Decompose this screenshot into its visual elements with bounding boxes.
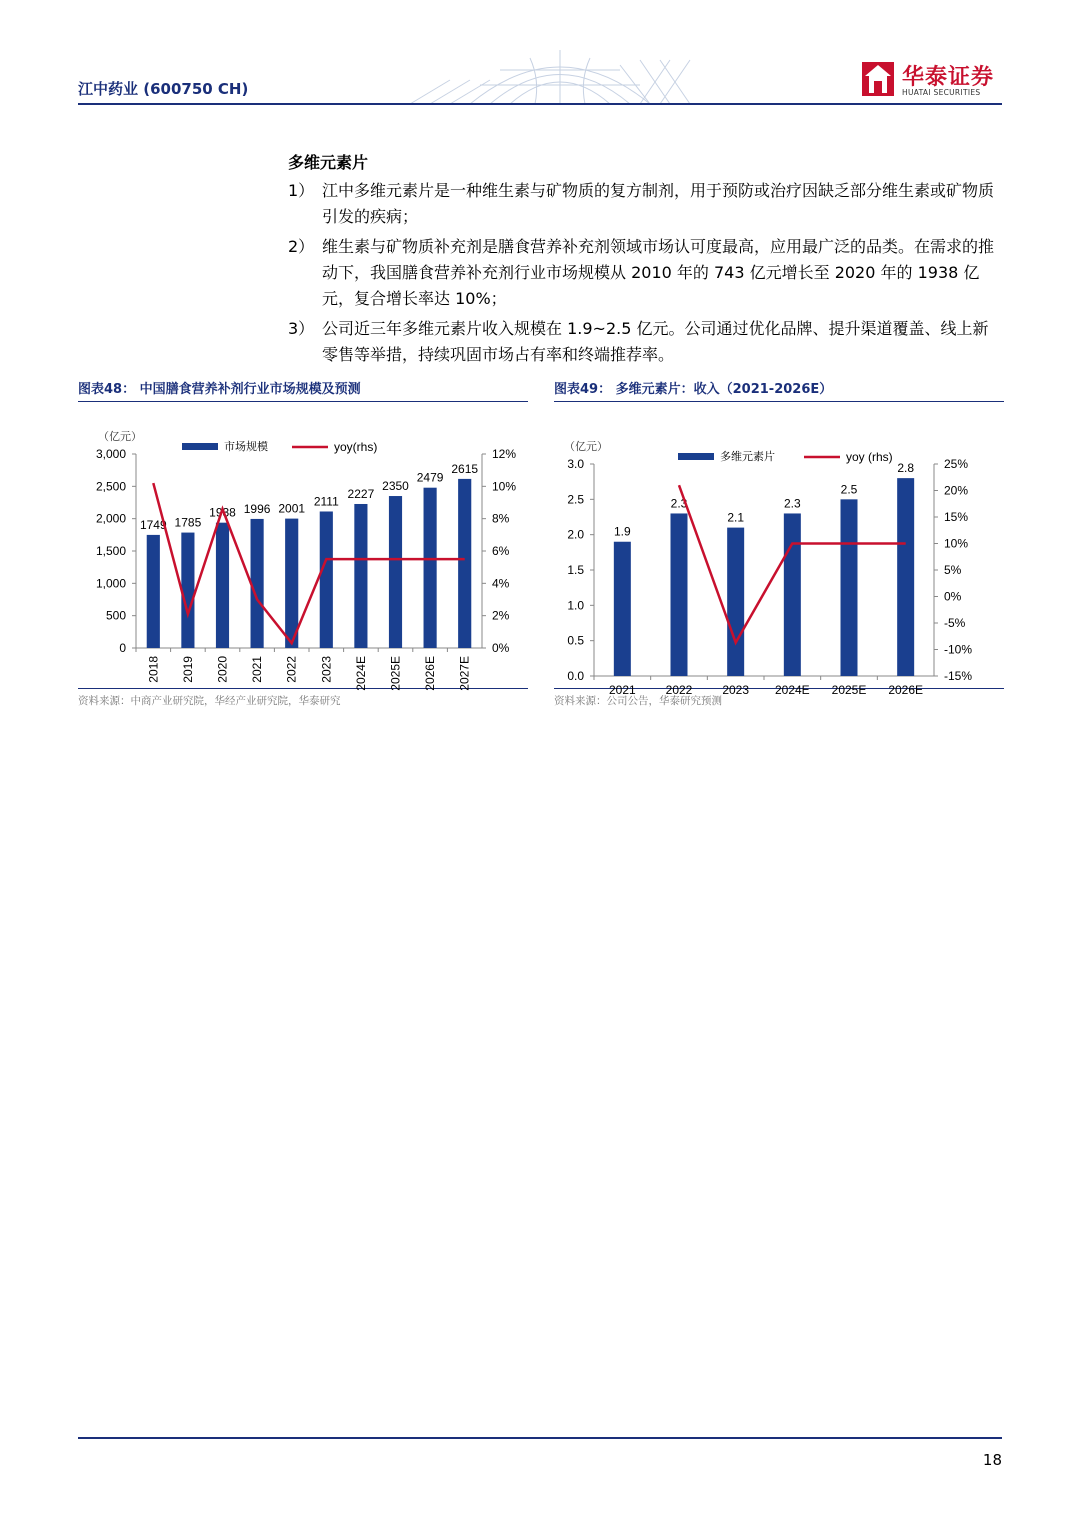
legend-line-label: yoy (rhs): [846, 450, 893, 464]
y2-tick-label: 10%: [944, 536, 969, 551]
item-text: 维生素与矿物质补充剂是膳食营养补充剂领域市场认可度最高，应用最广泛的品类。在需求的推动下，我国膳食营养补充剂行业市场规模从 2010 年的 743 亿元增长至 2020 年的 1938 亿元，复合增长率达 10%；: [322, 237, 995, 308]
y2-tick-label: 15%: [944, 510, 969, 524]
bar: [285, 519, 298, 648]
legend-bar-swatch: [182, 443, 218, 450]
list-item: [288, 234, 1004, 312]
legend-bar-label: 多维元素片: [720, 450, 775, 463]
x-tick-label: 2025E: [388, 656, 403, 691]
x-tick-label: 2018: [146, 656, 161, 683]
bar: [841, 499, 858, 676]
y2-tick-label: 25%: [944, 457, 969, 471]
item-number: 1）: [288, 181, 315, 200]
header-rule: [78, 103, 1002, 105]
bar: [389, 496, 402, 648]
figure-49-chart: [554, 402, 1004, 697]
bar-data-label: 1749: [139, 517, 167, 532]
chart-48-svg: [78, 402, 528, 691]
y2-tick-label: 8%: [492, 511, 510, 526]
bar-data-label: 2111: [313, 494, 339, 509]
bar-data-label: 1996: [243, 501, 271, 516]
y2-tick-label: 10%: [492, 479, 517, 494]
x-tick-label: 2024E: [774, 683, 810, 697]
y-tick-label: 2.5: [567, 492, 584, 507]
y-tick-label: 0: [119, 641, 126, 655]
x-tick-label: 2026E: [423, 656, 438, 691]
y2-tick-label: -5%: [944, 616, 966, 630]
figure-49-source: 资料来源：公司公告，华泰研究预测: [554, 688, 1004, 708]
y-tick-label: 1.5: [567, 563, 584, 577]
figure-48-source: 资料来源：中商产业研究院，华经产业研究院，华泰研究: [78, 688, 528, 708]
bar-data-label: 2479: [416, 470, 444, 485]
x-tick-label: 2023: [319, 656, 334, 683]
page-number: 18: [982, 1451, 1002, 1469]
x-tick-label: 2025E: [831, 683, 867, 697]
chart-49-svg: [554, 402, 1004, 697]
y-tick-label: 3.0: [567, 457, 584, 471]
bar-data-label: 1938: [209, 505, 236, 520]
unit-label: （亿元）: [98, 430, 142, 443]
footer-rule: [78, 1437, 1002, 1439]
x-tick-label: 2026E: [888, 683, 924, 697]
bar: [727, 528, 744, 676]
section-title: 多维元素片: [288, 153, 369, 172]
bar: [320, 511, 333, 648]
bar: [424, 488, 437, 648]
y-tick-label: 1,500: [95, 544, 126, 558]
x-tick-label: 2023: [722, 683, 750, 697]
x-tick-label: 2021: [608, 683, 636, 697]
y-tick-label: 3,000: [95, 447, 126, 461]
bar: [671, 513, 688, 676]
bar: [614, 542, 631, 676]
figure-48-title: 图表48： 中国膳食营养补剂行业市场规模及预测: [78, 378, 528, 402]
bar-data-label: 2.1: [727, 510, 745, 525]
bar-data-label: 2.3: [670, 496, 688, 511]
x-tick-label: 2022: [665, 683, 693, 697]
y2-tick-label: 0%: [492, 641, 510, 655]
y2-tick-label: 20%: [944, 483, 969, 498]
figure-48-chart: [78, 402, 528, 691]
globe-graphic: [410, 40, 710, 104]
x-tick-label: 2027E: [457, 656, 472, 691]
bar-data-label: 2227: [347, 486, 375, 501]
logo-text-cn: 华泰证券: [902, 65, 995, 90]
figure-49: [554, 378, 1004, 708]
bar: [897, 478, 914, 676]
x-tick-label: 2020: [215, 656, 230, 683]
legend-bar-swatch: [678, 453, 714, 460]
bar: [147, 535, 160, 648]
x-tick-label: 2022: [284, 656, 299, 683]
header-company: 江中药业 (600750 CH): [78, 80, 249, 98]
x-tick-label: 2021: [250, 656, 265, 683]
x-tick-label: 2024E: [353, 656, 368, 691]
bar: [251, 519, 264, 648]
item-number: 2）: [288, 237, 315, 256]
list-item: [288, 316, 1004, 368]
logo-text-en: HUATAI SECURITIES: [902, 88, 981, 97]
y-tick-label: 2,000: [95, 511, 126, 526]
y-tick-label: 500: [105, 608, 126, 623]
y-tick-label: 2,500: [95, 479, 126, 494]
bar: [458, 479, 471, 648]
y2-tick-label: 12%: [492, 447, 517, 461]
section-body: [288, 150, 1004, 372]
bar-data-label: 2001: [278, 501, 306, 516]
figure-48: [78, 378, 528, 708]
bar: [181, 533, 194, 648]
item-number: 3）: [288, 319, 315, 338]
bar: [216, 523, 229, 648]
y-tick-label: 1,000: [95, 576, 126, 591]
legend-bar-label: 市场规模: [224, 440, 268, 453]
bar-data-label: 2.5: [840, 482, 858, 497]
y-tick-label: 0.5: [567, 633, 584, 648]
item-text: 公司近三年多维元素片收入规模在 1.9~2.5 亿元。公司通过优化品牌、提升渠道覆盖、线上新零售等举措，持续巩固市场占有率和终端推荐率。: [322, 319, 989, 364]
bar: [784, 513, 801, 676]
huatai-logo: [862, 60, 1002, 100]
legend-line-label: yoy(rhs): [334, 440, 378, 454]
y2-tick-label: 0%: [944, 589, 962, 604]
bar-data-label: 2350: [382, 479, 409, 494]
bar-data-label: 2615: [451, 461, 479, 476]
bar-data-label: 2.3: [783, 496, 801, 511]
bar-data-label: 2.8: [897, 461, 915, 476]
logo-mark-icon: [862, 62, 894, 96]
list-item: [288, 178, 1004, 230]
item-text: 江中多维元素片是一种维生素与矿物质的复方制剂，用于预防或治疗因缺乏部分维生素或矿物质引发的疾病；: [322, 181, 995, 226]
yoy-line: [153, 483, 464, 643]
y2-tick-label: 4%: [492, 576, 510, 591]
y2-tick-label: -15%: [944, 669, 973, 683]
bar-data-label: 1785: [174, 515, 202, 530]
x-tick-label: 2019: [180, 656, 195, 683]
y-tick-label: 1.0: [567, 598, 584, 613]
figure-49-title: 图表49： 多维元素片：收入（2021-2026E）: [554, 378, 1004, 402]
y2-tick-label: 6%: [492, 544, 510, 558]
y2-tick-label: 2%: [492, 608, 510, 623]
bar-data-label: 1.9: [613, 524, 631, 539]
y-tick-label: 0.0: [567, 669, 584, 683]
y2-tick-label: 5%: [944, 563, 962, 577]
unit-label: （亿元）: [564, 440, 608, 453]
bar: [354, 504, 367, 648]
y-tick-label: 2.0: [567, 527, 584, 542]
y2-tick-label: -10%: [944, 642, 973, 657]
